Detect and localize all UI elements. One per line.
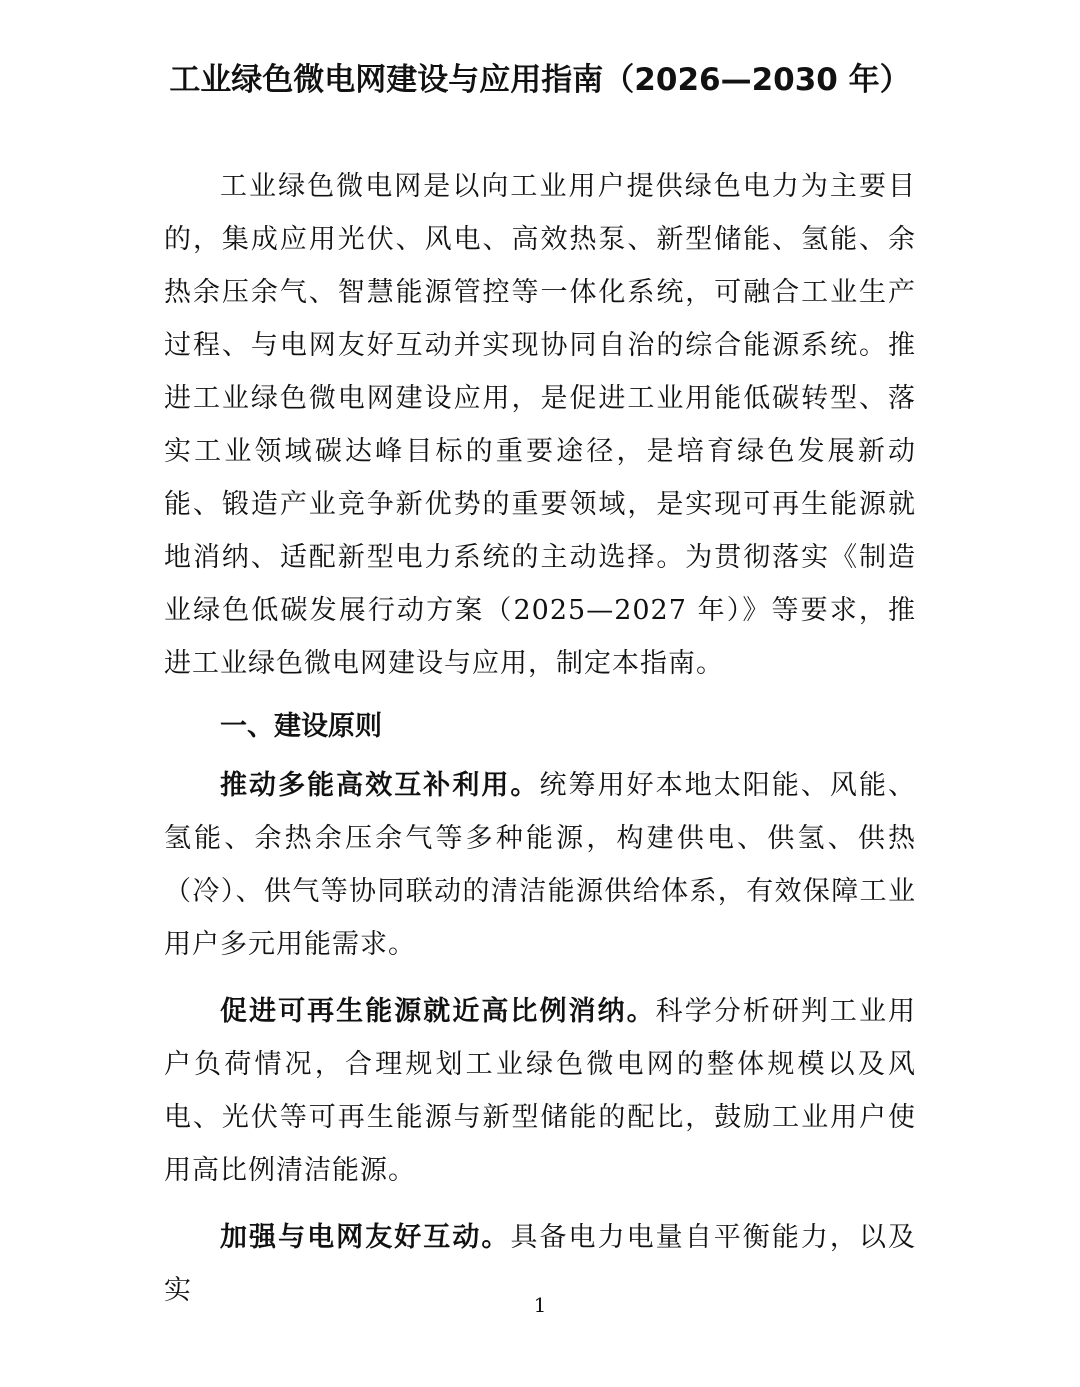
principle-text-3: 具备电力电量自平衡能力，以及实 <box>164 1222 917 1306</box>
principle-paragraph-1 <box>164 759 916 971</box>
principle-lead-1: 推动多能高效互补利用。 <box>220 770 540 801</box>
principle-lead-2: 促进可再生能源就近高比例消纳。 <box>220 996 656 1027</box>
section-heading: 一、建设原则 <box>220 711 382 742</box>
document-body <box>164 160 916 1331</box>
principle-text-2: 科学分析研判工业用户负荷情况，合理规划工业绿色微电网的整体规模以及风电、光伏等可再生能源与新型储能的配比，鼓励工业用户使用高比例清洁能源。 <box>164 996 917 1186</box>
principle-lead-3: 加强与电网友好互动。 <box>220 1222 511 1253</box>
principle-paragraph-2 <box>164 985 916 1197</box>
principle-text-1: 统筹用好本地太阳能、风能、氢能、余热余压余气等多种能源，构建供电、供氢、供热（冷）、供气等协同联动的清洁能源供给体系，有效保障工业用户多元用能需求。 <box>164 770 917 960</box>
document-title: 工业绿色微电网建设与应用指南（2026—2030 年） <box>169 62 911 98</box>
page-number: 1 <box>533 1293 547 1317</box>
intro-paragraph: 工业绿色微电网是以向工业用户提供绿色电力为主要目的，集成应用光伏、风电、高效热泵、新型储能、氢能、余热余压余气、智慧能源管控等一体化系统，可融合工业生产过程、与电网友好互动并实现协同自治的综合能源系统。推进工业绿色微电网建设应用，是促进工业用能低碳转型、落实工业领域碳达峰目标的重要途径，是培育绿色发展新动能、锻造产业竞争新优势的重要领域，是实现可再生能源就地消纳、适配新型电力系统的主动选择。为贯彻落实《制造业绿色低碳发展行动方案（2025—2027 年）》等要求，推进工业绿色微电网建设与应用，制定本指南。 <box>164 171 916 679</box>
